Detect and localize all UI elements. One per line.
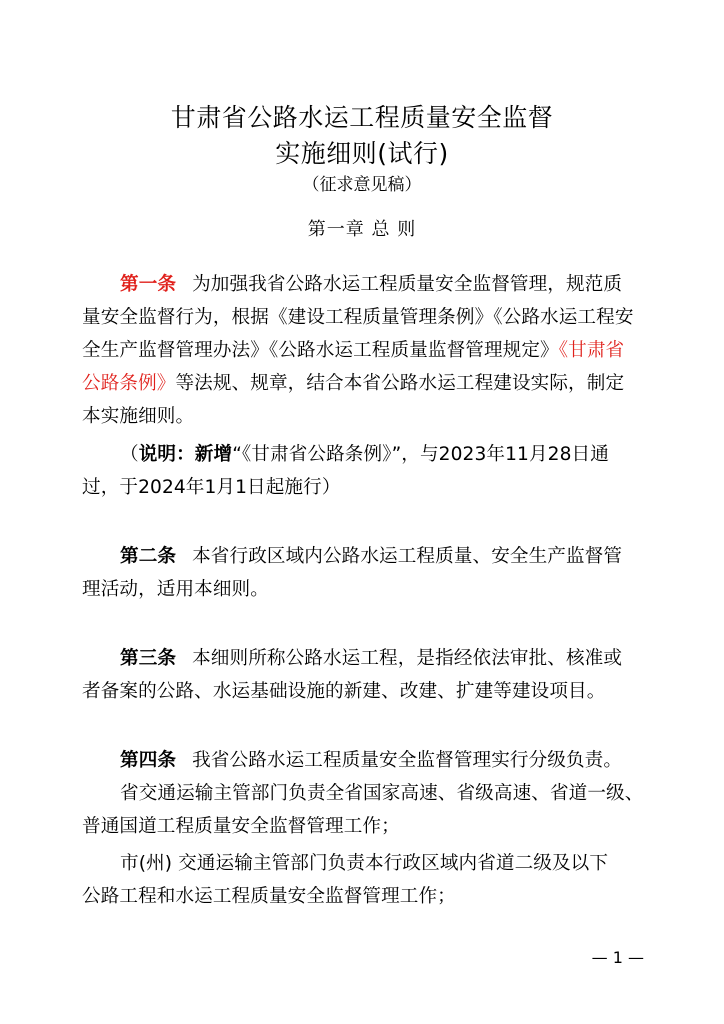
page-number: — 1 — bbox=[591, 948, 644, 967]
article1-line1 bbox=[82, 270, 644, 296]
document-subtitle: （征求意见稿） bbox=[302, 175, 422, 195]
article2-line2: 理活动，适用本细则。 bbox=[82, 579, 269, 600]
article4-text: 我省公路水运工程质量安全监督管理实行分级负责。 bbox=[192, 750, 623, 771]
chapter-heading: 第一章 总 则 bbox=[307, 219, 417, 240]
article1-note bbox=[82, 440, 644, 466]
article1-line4 bbox=[82, 369, 644, 395]
article4-p2-line2: 普通国道工程质量安全监督管理工作； bbox=[82, 816, 400, 837]
article1-line5: 本实施细则。 bbox=[82, 406, 195, 427]
article4-p3-line2: 公路工程和水运工程质量安全监督管理工作； bbox=[82, 886, 456, 907]
article1-heading: 第一条 bbox=[120, 274, 177, 295]
article4-heading: 第四条 bbox=[120, 750, 177, 771]
article1-note-label: 说明：新增 bbox=[138, 444, 233, 465]
document-title-line1: 甘肃省公路水运工程质量安全监督 bbox=[170, 103, 554, 132]
article1-line3 bbox=[82, 336, 644, 362]
article1-line4-text: 等法规、规章，结合本省公路水运工程建设实际，制定 bbox=[175, 373, 625, 394]
article1-line4-highlight: 公路条例》 bbox=[82, 373, 176, 394]
article1-note-text: “《甘肃省公路条例》”，与2023年11月28日通 bbox=[232, 444, 609, 465]
article2-line1 bbox=[82, 542, 644, 568]
article3-line2: 者备案的公路、水运基础设施的新建、改建、扩建等建设项目。 bbox=[82, 681, 606, 702]
article1-line3-highlight: 《甘肃省 bbox=[558, 340, 625, 361]
article1-line2: 量安全监督行为，根据《建设工程质量管理条例》《公路水运工程安 bbox=[82, 307, 634, 328]
article4-line1 bbox=[82, 746, 644, 772]
article4-p2-line1: 省交通运输主管部门负责全省国家高速、省级高速、省道一级、 bbox=[120, 783, 644, 804]
article3-heading: 第三条 bbox=[120, 648, 177, 669]
article1-text: 为加强我省公路水运工程质量安全监督管理，规范质 bbox=[192, 274, 623, 295]
article2-text: 本省行政区域内公路水运工程质量、安全生产监督管 bbox=[192, 546, 623, 567]
article1-note-line2: 过，于2024年1月1日起施行） bbox=[82, 477, 341, 498]
article3-line1 bbox=[82, 644, 644, 670]
article4-p3-line1: 市(州) 交通运输主管部门负责本行政区域内省道二级及以下 bbox=[120, 853, 609, 874]
article1-line3-text: 全生产监督管理办法》《公路水运工程质量监督管理规定》 bbox=[82, 340, 559, 361]
article1-note-open: （ bbox=[120, 444, 139, 465]
article3-text: 本细则所称公路水运工程，是指经依法审批、核准或 bbox=[192, 648, 623, 669]
article2-heading: 第二条 bbox=[120, 546, 177, 567]
document-title-line2: 实施细则(试行) bbox=[275, 139, 449, 168]
